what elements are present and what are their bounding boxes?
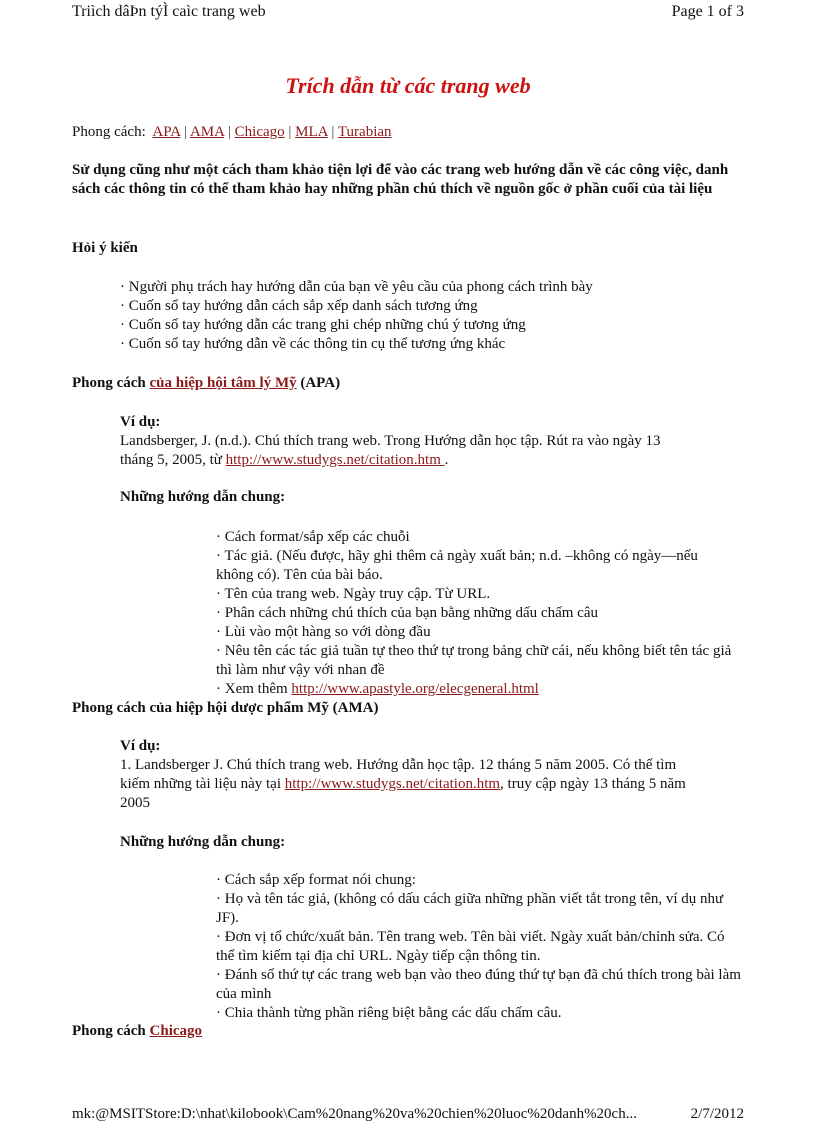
apa-heading-prefix: Phong cách bbox=[72, 375, 150, 391]
list-item: · Lùi vào một hàng so với dòng đầu bbox=[216, 623, 736, 642]
separator: | bbox=[331, 124, 335, 140]
feedback-heading: Hỏi ý kiến bbox=[72, 240, 138, 256]
list-item: · Tên của trang web. Ngày truy cập. Từ URL. bbox=[216, 585, 736, 604]
example-end: , truy cập ngày 13 tháng 5 năm 2005 bbox=[120, 776, 686, 811]
separator: | bbox=[183, 124, 187, 140]
page-title: Trích dẫn từ các trang web bbox=[285, 73, 531, 98]
example-label: Ví dụ: bbox=[120, 738, 161, 754]
apa-example bbox=[120, 413, 690, 470]
list-item: · Phân cách những chú thích của bạn bằng những dấu chấm câu bbox=[216, 604, 736, 623]
chicago-heading-prefix: Phong cách bbox=[72, 1023, 150, 1039]
example-link[interactable]: http://www.studygs.net/citation.htm bbox=[225, 452, 445, 468]
apa-heading-link[interactable]: của hiệp hội tâm lý Mỹ bbox=[149, 375, 297, 391]
list-item: · Họ và tên tác giả, (không có dấu cách giữa những phần viết tắt trong tên, ví dụ như JF). bbox=[216, 890, 746, 928]
list-item: · Tác giả. (Nếu được, hãy ghi thêm cả ngày xuất bản; n.d. –không có ngày—nếu không có). Tên của bài báo. bbox=[216, 547, 736, 585]
ama-example bbox=[120, 737, 690, 813]
apa-heading-suffix: (APA) bbox=[296, 375, 341, 391]
page-header-title: Triìch dâÞn týÌ caìc trang web bbox=[72, 3, 266, 20]
list-item: · Cách format/sắp xếp các chuỗi bbox=[216, 528, 736, 547]
feedback-list bbox=[120, 278, 593, 354]
example-text: 1. Landsberger J. Chú thích trang web. Hướng dẫn học tập. 12 tháng 5 năm 2005. Có thể tìm kiếm những tài liệu này tại bbox=[120, 757, 677, 792]
style-link-chicago[interactable]: Chicago bbox=[234, 124, 285, 140]
example-end: . bbox=[444, 452, 449, 468]
list-item: · Cuốn sổ tay hướng dẫn các trang ghi chép những chú ý tương ứng bbox=[120, 316, 593, 335]
page-number: Page 1 of 3 bbox=[671, 3, 744, 20]
style-selector-label: Phong cách: bbox=[72, 124, 146, 140]
style-link-mla[interactable]: MLA bbox=[295, 124, 328, 140]
list-item: · Đơn vị tổ chức/xuất bản. Tên trang web. Tên bài viết. Ngày xuất bản/chỉnh sửa. Có thể tìm kiếm tại địa chỉ URL. Ngày tiếp cận thông tin. bbox=[216, 928, 746, 966]
example-label: Ví dụ: bbox=[120, 414, 161, 430]
intro-paragraph: Sử dụng cũng như một cách tham khảo tiện lợi để vào các trang web hướng dẫn về các công việc, danh sách các thông tin có thể tham khảo hay những phần chú thích về nguồn gốc ở phần cuối của tài liệu bbox=[72, 162, 729, 197]
chicago-section-heading bbox=[72, 1022, 202, 1041]
list-item: · Nêu tên các tác giả tuần tự theo thứ tự trong bảng chữ cái, nếu không biết tên tác giả thì làm như vậy với nhan đề bbox=[216, 642, 736, 680]
ama-guides-list bbox=[216, 871, 746, 1023]
ama-section-heading: Phong cách của hiệp hội dược phẩm Mỹ (AMA) bbox=[72, 700, 379, 716]
apa-guides-heading: Những hướng dẫn chung: bbox=[120, 489, 286, 505]
style-selector bbox=[72, 123, 392, 142]
chicago-heading-link[interactable]: Chicago bbox=[149, 1023, 203, 1039]
footer-date: 2/7/2012 bbox=[690, 1106, 744, 1122]
footer-url: mk:@MSITStore:D:\nhat\kilobook\Cam%20nang%20va%20chien%20luoc%20danh%20ch... bbox=[72, 1106, 637, 1122]
style-link-turabian[interactable]: Turabian bbox=[337, 124, 392, 140]
list-item: · Người phụ trách hay hướng dẫn của bạn về yêu cầu của phong cách trình bày bbox=[120, 278, 593, 297]
list-item: · Cuốn sổ tay hướng dẫn cách sắp xếp danh sách tương ứng bbox=[120, 297, 593, 316]
list-item: · Chia thành từng phần riêng biệt bằng các dấu chấm câu. bbox=[216, 1004, 746, 1023]
see-more-label: Xem thêm bbox=[224, 681, 292, 697]
list-item-see-more bbox=[216, 680, 736, 699]
example-link[interactable]: http://www.studygs.net/citation.htm bbox=[284, 776, 501, 792]
list-item: · Đánh số thứ tự các trang web bạn vào theo đúng thứ tự bạn đã chú thích trong bài làm của mình bbox=[216, 966, 746, 1004]
apa-section-heading bbox=[72, 374, 340, 393]
apastyle-link[interactable]: http://www.apastyle.org/elecgeneral.html bbox=[291, 681, 539, 697]
apa-guides-list bbox=[216, 528, 736, 699]
example-text: Landsberger, J. (n.d.). Chú thích trang web. Trong Hướng dẫn học tập. Rút ra vào ngày 13 tháng 5, 2005, từ bbox=[120, 433, 661, 468]
ama-guides-heading: Những hướng dẫn chung: bbox=[120, 834, 286, 850]
separator: | bbox=[288, 124, 292, 140]
style-link-ama[interactable]: AMA bbox=[189, 124, 225, 140]
list-item: · Cách sắp xếp format nói chung: bbox=[216, 871, 746, 890]
separator: | bbox=[227, 124, 231, 140]
style-link-apa[interactable]: APA bbox=[152, 124, 181, 140]
list-item: · Cuốn sổ tay hướng dẫn về các thông tin cụ thể tương ứng khác bbox=[120, 335, 593, 354]
